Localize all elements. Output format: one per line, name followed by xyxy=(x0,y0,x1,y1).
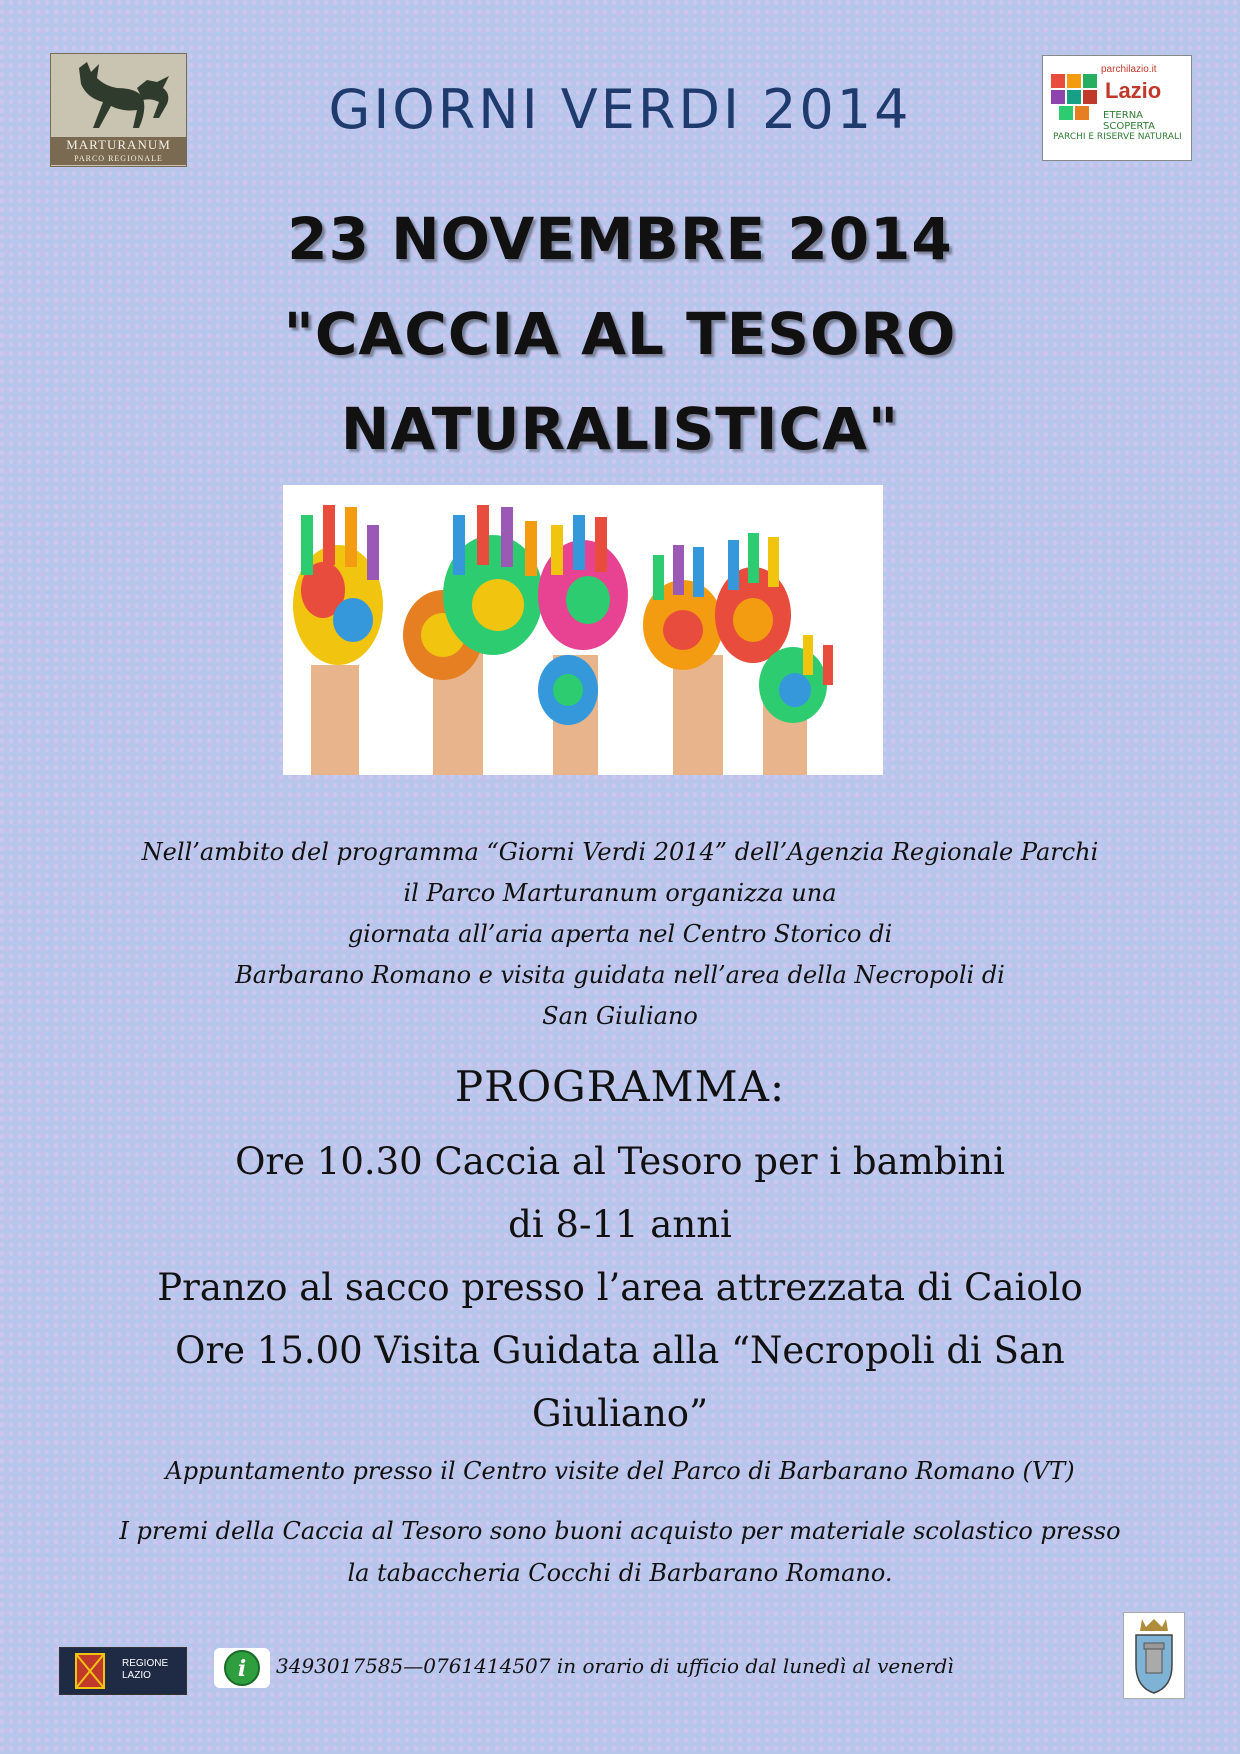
intro-line: Nell’ambito del programma “Giorni Verdi 2014” dell’Agenzia Regionale Parchi xyxy=(141,838,1099,866)
program-line: di 8-11 anni xyxy=(508,1203,732,1246)
lazio-logo-sub: PARCHI E RISERVE NATURALI xyxy=(1053,132,1182,142)
intro-paragraph xyxy=(40,832,1200,1037)
lazio-logo-url: parchilazio.it xyxy=(1101,64,1157,75)
event-title-line1: "CACCIA AL TESORO xyxy=(283,300,957,368)
prizes-line: I premi della Caccia al Tesoro sono buoni acquisto per materiale scolastico presso xyxy=(119,1517,1121,1545)
event-title-line2: NATURALISTICA" xyxy=(340,395,900,463)
regione-lazio-logo xyxy=(59,1647,187,1695)
deer-animals-icon xyxy=(59,58,177,136)
parchi-lazio-logo xyxy=(1042,55,1192,161)
lazio-logo-name: Lazio xyxy=(1105,78,1162,103)
program-line: Ore 10.30 Caccia al Tesoro per i bambini xyxy=(235,1140,1005,1183)
regione-logo-line2: LAZIO xyxy=(122,1670,151,1681)
regione-emblem-icon xyxy=(66,1652,114,1690)
intro-line: giornata all’aria aperta nel Centro Storico di xyxy=(347,920,893,948)
svg-text:i: i xyxy=(237,1656,247,1682)
program-list xyxy=(40,1130,1200,1445)
meeting-point-text: Appuntamento presso il Centro visite del Parco di Barbarano Romano (VT) xyxy=(165,1457,1075,1485)
event-date: 23 NOVEMBRE 2014 xyxy=(287,205,953,273)
info-icon xyxy=(214,1648,270,1688)
regione-logo-line1: REGIONE xyxy=(122,1658,169,1669)
painted-hands-image xyxy=(283,485,883,775)
prizes-note xyxy=(30,1510,1210,1594)
intro-line: Barbarano Romano e visita guidata nell’area della Necropoli di xyxy=(235,961,1005,989)
program-line: Giuliano” xyxy=(532,1392,708,1435)
marturanum-logo xyxy=(50,53,187,167)
program-line: Pranzo al sacco presso l’area attrezzata di Caiolo xyxy=(157,1266,1083,1309)
marturanum-logo-title: MARTURANUM xyxy=(51,137,186,152)
lazio-mosaic-icon xyxy=(1049,72,1101,124)
intro-line: il Parco Marturanum organizza una xyxy=(403,879,837,907)
intro-line: San Giuliano xyxy=(542,1002,698,1030)
prizes-line: la tabaccheria Cocchi di Barbarano Romano. xyxy=(347,1559,893,1587)
meeting-point xyxy=(40,1454,1200,1488)
lazio-logo-tagline: ETERNA SCOPERTA xyxy=(1103,110,1155,132)
page-title: GIORNI VERDI 2014 xyxy=(328,78,912,141)
marturanum-logo-subtitle: PARCO REGIONALE xyxy=(51,152,186,165)
contact-info: 3493017585—0761414507 in orario di ufficio dal lunedì al venerdì xyxy=(276,1654,954,1678)
coat-of-arms-icon xyxy=(1123,1612,1185,1699)
program-line: Ore 15.00 Visita Guidata alla “Necropoli di San xyxy=(175,1329,1065,1372)
program-heading: PROGRAMMA: xyxy=(454,1062,786,1111)
